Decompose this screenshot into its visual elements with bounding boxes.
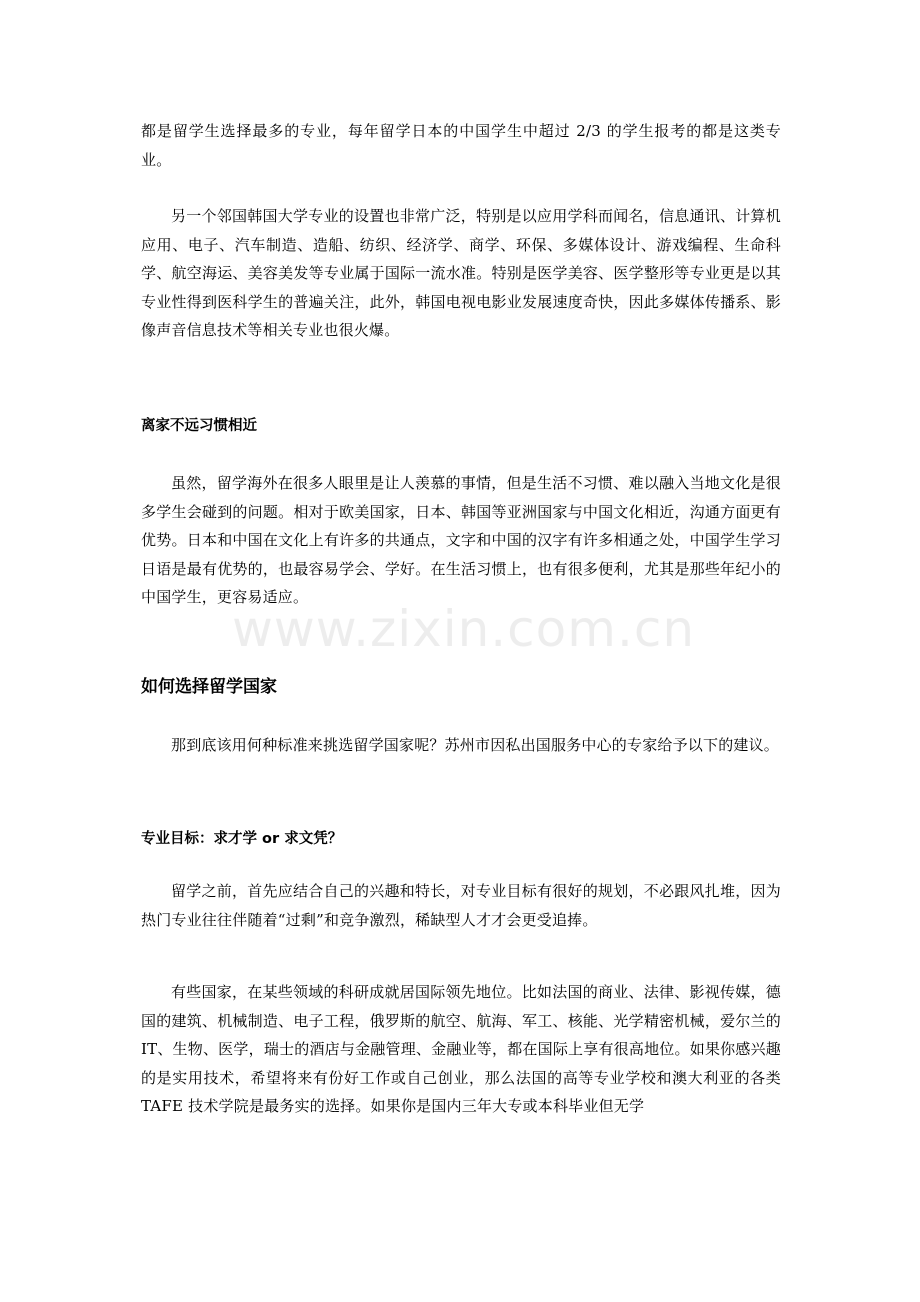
paragraph-korea-majors: 另一个邻国韩国大学专业的设置也非常广泛，特别是以应用学科而闻名，信息通讯、计算机应用、电子、汽车制造、造船、纺织、经济学、商学、环保、多媒体设计、游戏编程、生命科学、航空海运、美容美发等专业属于国际一流水准。特别是医学美容、医学整形等专业更是以其专业性得到医科学生的普遍关注，此外，韩国电视电影业发展速度奇快，因此多媒体传播系、影像声音信息技术等相关专业也很火爆。 (141, 207, 781, 339)
paragraph-japan-majors: 都是留学生选择最多的专业，每年留学日本的中国学生中超过 2/3 的学生报考的都是这类专业。 (141, 122, 781, 169)
watermark-text: www.zixin.com.cn (232, 600, 696, 658)
paragraph-culture: 虽然，留学海外在很多人眼里是让人羡慕的事情，但是生活不习惯、难以融入当地文化是很多学生会碰到的问题。相对于欧美国家，日本、韩国等亚洲国家与中国文化相近，沟通方面更有优势。日本和中国在文化上有许多的共通点，文字和中国的汉字有许多相通之处，中国学生学习日语是最有优势的，也最容易学会、学好。在生活习惯上，也有很多便利，尤其是那些年纪小的中国学生，更容易适应。 (141, 474, 781, 606)
heading-major-goal: 专业目标：求才学 or 求文凭？ (141, 831, 343, 847)
paragraph-planning: 留学之前，首先应结合自己的兴趣和特长，对专业目标有很好的规划，不必跟风扎堆，因为热门专业往往伴随着“过剩”和竞争激烈，稀缺型人才才会更受追捧。 (141, 882, 781, 929)
heading-close-to-home: 离家不远习惯相近 (141, 418, 257, 434)
paragraph-criteria: 那到底该用何种标准来挑选留学国家呢？苏州市因私出国服务中心的专家给予以下的建议。 (171, 736, 780, 754)
paragraph-country-strengths: 有些国家，在某些领域的科研成就居国际领先地位。比如法国的商业、法律、影视传媒，德国的建筑、机械制造、电子工程，俄罗斯的航空、航海、军工、核能、光学精密机械，爱尔兰的 IT、生物、医学，瑞士的酒店与金融管理、金融业等，都在国际上享有很高地位。如果你感兴趣的是实用技术，希望将来有份好工作或自己创业，那么法国的高等专业学校和澳大利亚的各类 TAFE 技术学院是最务实的选择。如果你是国内三年大专或本科毕业但无学 (141, 983, 781, 1115)
heading-choose-country: 如何选择留学国家 (141, 677, 277, 697)
